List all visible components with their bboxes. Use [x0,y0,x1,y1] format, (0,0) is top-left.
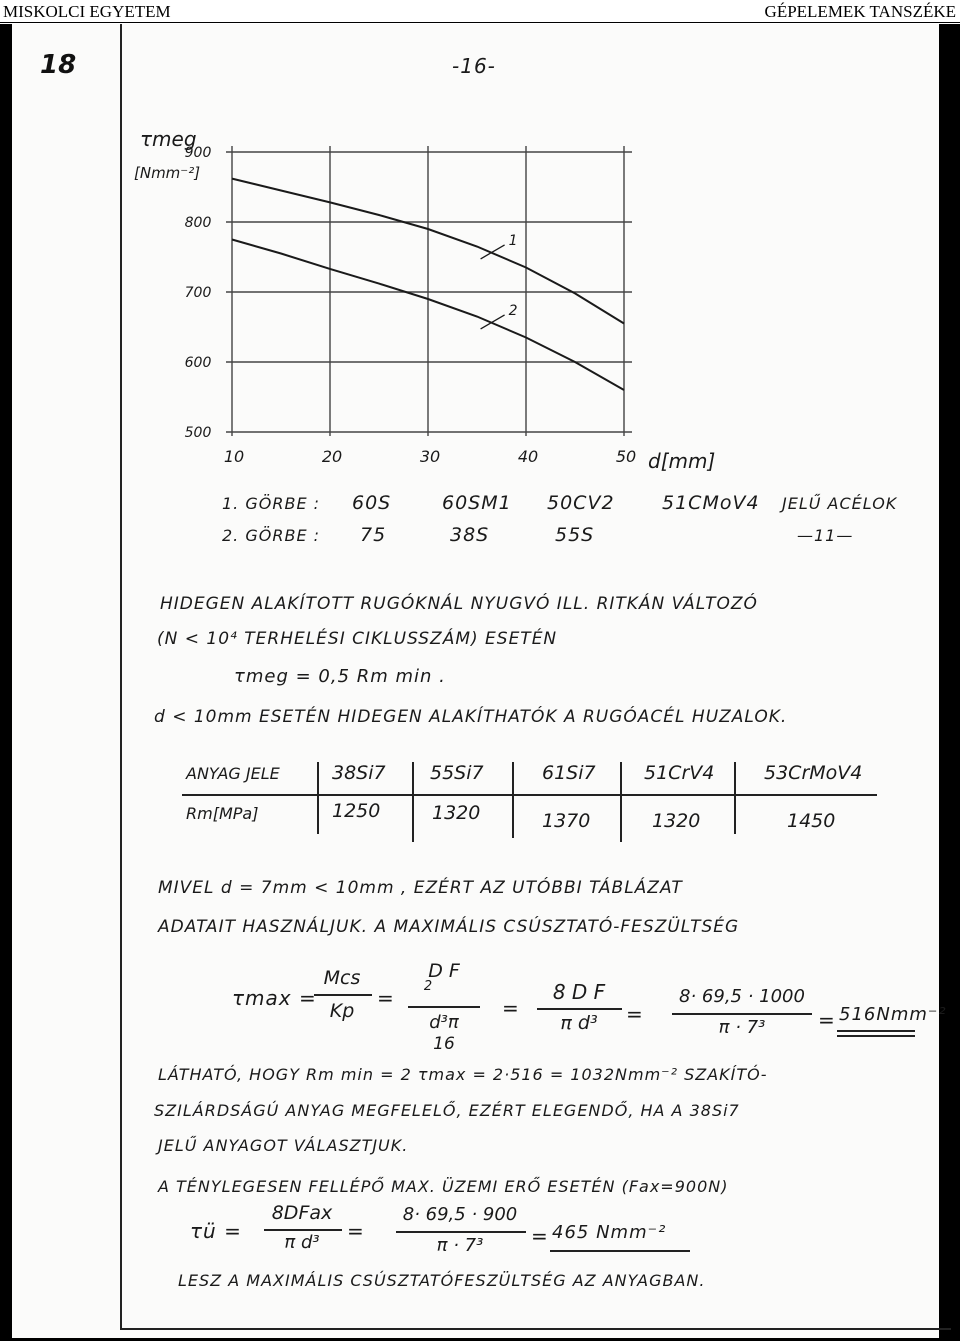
formula1-f2-den: d³π [429,1012,459,1033]
chart-ytick-700: 700 [184,285,212,301]
text-line-11: LESZ A MAXIMÁLIS CSÚSZTATÓFESZÜLTSÉG AZ ANYAGBAN. [178,1271,706,1290]
formula2-f2-num: 8· 69,5 · 900 [402,1204,518,1225]
curve1-item-3: 50CV2 [547,492,615,514]
formula1-lhs: τmax = [232,986,317,1010]
table-material-2: 55Si7 [430,762,484,784]
formula1-result-underline-2 [837,1035,915,1037]
table-rm-2: 1320 [432,802,481,824]
curve1-suffix: JELŰ ACÉLOK [782,494,898,513]
curve1-label: 1. GÖRBE : [222,494,321,513]
scanned-sheet [0,24,960,1341]
formula1-f3-num: 8 D F [552,980,606,1004]
table-material-4: 51CrV4 [644,762,715,784]
chart-xtick-10: 10 [223,447,245,466]
formula1-result-underline-1 [837,1030,915,1032]
curve2-item-3: 55S [555,524,595,546]
table-row-label-rm: Rm[MPa] [186,804,259,823]
formula2-f1-den: π d³ [284,1232,320,1253]
curve2-item-2: 38S [450,524,490,546]
formula1-f2-num-sub: 2 [423,979,433,994]
formula2-eq1: = [347,1219,365,1243]
formula1-f1-den: Kp [329,1000,355,1022]
table-rm-5: 1450 [787,810,836,832]
text-line-8: SZILÁRDSÁGÚ ANYAG MEGFELELŐ, EZÉRT ELEGENDŐ, HA A 38Si7 [154,1101,740,1120]
paper [12,24,947,1338]
formula1-f2-num: D F [428,960,460,982]
chart-ticks [185,145,637,466]
formula2-eq2: = [531,1224,549,1248]
table-vline-2 [412,762,414,842]
chart-xtick-50: 50 [615,447,637,466]
formula1-eq3: = [626,1002,644,1026]
chart-svg [12,94,772,524]
curve1-item-2: 60SM1 [442,492,512,514]
curve1-item-4: 51CMoV4 [662,492,760,514]
chart-ytick-600: 600 [184,355,212,371]
formula2-result: 465 Nmm⁻² [552,1222,667,1243]
text-line-4: d < 10mm ESETÉN HIDEGEN ALAKÍTHATÓK A RUGÓACÉL HUZALOK. [154,707,788,727]
page-number-left: 18 [40,50,77,80]
formula1-result: 516Nmm⁻² [839,1004,947,1025]
formula2-f2-den: π · 7³ [436,1235,484,1256]
formula1-f3-den: π d³ [560,1012,598,1034]
formula1-f1-num: Mcs [323,967,361,989]
text-line-6: ADATAIT HASZNÁLJUK. A MAXIMÁLIS CSÚSZTATÓ-FESZÜLTSÉG [158,917,740,937]
curve2-label: 2. GÖRBE : [222,526,321,545]
formula1-f2-den-sub: 16 [433,1034,455,1054]
text-line-2: (N < 10⁴ TERHELÉSI CIKLUSSZÁM) ESETÉN [157,629,558,649]
curve2-item-1: 75 [360,524,387,546]
text-line-9: JELŰ ANYAGOT VÁLASZTJUK. [158,1136,409,1155]
table-hline [182,794,877,796]
table-rm-4: 1320 [652,810,701,832]
text-line-10: A TÉNYLEGESEN FELLÉPŐ MAX. ÜZEMI ERŐ ESETÉN (Fax=900N) [158,1177,729,1196]
formula1-eq4: = [818,1008,836,1032]
header-left: MISKOLCI EGYETEM [3,2,171,21]
formula2-f2-bar [396,1231,526,1233]
table-vline-3 [512,762,514,838]
formula1-f4-bar [672,1013,812,1015]
table-material-5: 53CrMoV4 [764,762,863,784]
formula1-eq1: = [377,986,395,1010]
formula1-f1-bar [314,994,372,996]
formula1-f2-bar [408,1006,480,1008]
formula2-result-underline [550,1250,690,1252]
header-right: GÉPELEMEK TANSZÉKE [764,2,956,21]
table-row-label-material: ANYAG JELE [186,764,280,783]
page-number-center: -16- [452,54,496,78]
table-vline-4 [620,762,622,842]
chart-xtick-20: 20 [321,447,343,466]
chart-xlabel: d[mm] [648,449,716,473]
formula1-f4-num: 8· 69,5 · 1000 [679,986,805,1007]
paper-edge-bottom [120,1328,951,1330]
formula1-f4-den: π · 7³ [718,1017,766,1038]
text-line-3: τmeg = 0,5 Rm min . [234,666,446,687]
chart-xtick-30: 30 [419,447,441,466]
curve1-item-1: 60S [352,492,392,514]
formula2-f1-bar [264,1229,342,1231]
table-vline-1 [317,762,319,834]
chart-xtick-40: 40 [517,447,539,466]
formula1-f3-bar [537,1008,622,1010]
table-material-3: 61Si7 [542,762,596,784]
formula2-lhs: τü = [190,1219,242,1243]
formula1-eq2: = [502,996,520,1020]
chart-ytick-900: 900 [184,145,212,161]
table-rm-1: 1250 [332,800,381,822]
curve2-suffix: —11— [797,526,854,545]
chart-ytick-500: 500 [184,425,212,441]
chart-series-label-1: 1 [508,232,518,249]
chart-yunit: [Nmm⁻²] [134,164,201,182]
text-line-1: HIDEGEN ALAKÍTOTT RUGÓKNÁL NYUGVÓ ILL. RITKÁN VÁLTOZÓ [160,594,758,614]
table-rm-3: 1370 [542,810,591,832]
table-vline-5 [734,762,736,834]
chart-ylabel: τmeg [140,127,197,151]
header-rule [0,22,960,23]
text-line-5: MIVEL d = 7mm < 10mm , EZÉRT AZ UTÓBBI TÁBLÁZAT [158,878,683,898]
formula2-f1-num: 8DFax [271,1202,333,1224]
text-line-7: LÁTHATÓ, HOGY Rm min = 2 τmax = 2·516 = 1032Nmm⁻² SZAKÍTÓ- [158,1065,768,1084]
table-material-1: 38Si7 [332,762,386,784]
chart-ytick-800: 800 [184,215,212,231]
chart-series-label-2: 2 [508,302,518,319]
